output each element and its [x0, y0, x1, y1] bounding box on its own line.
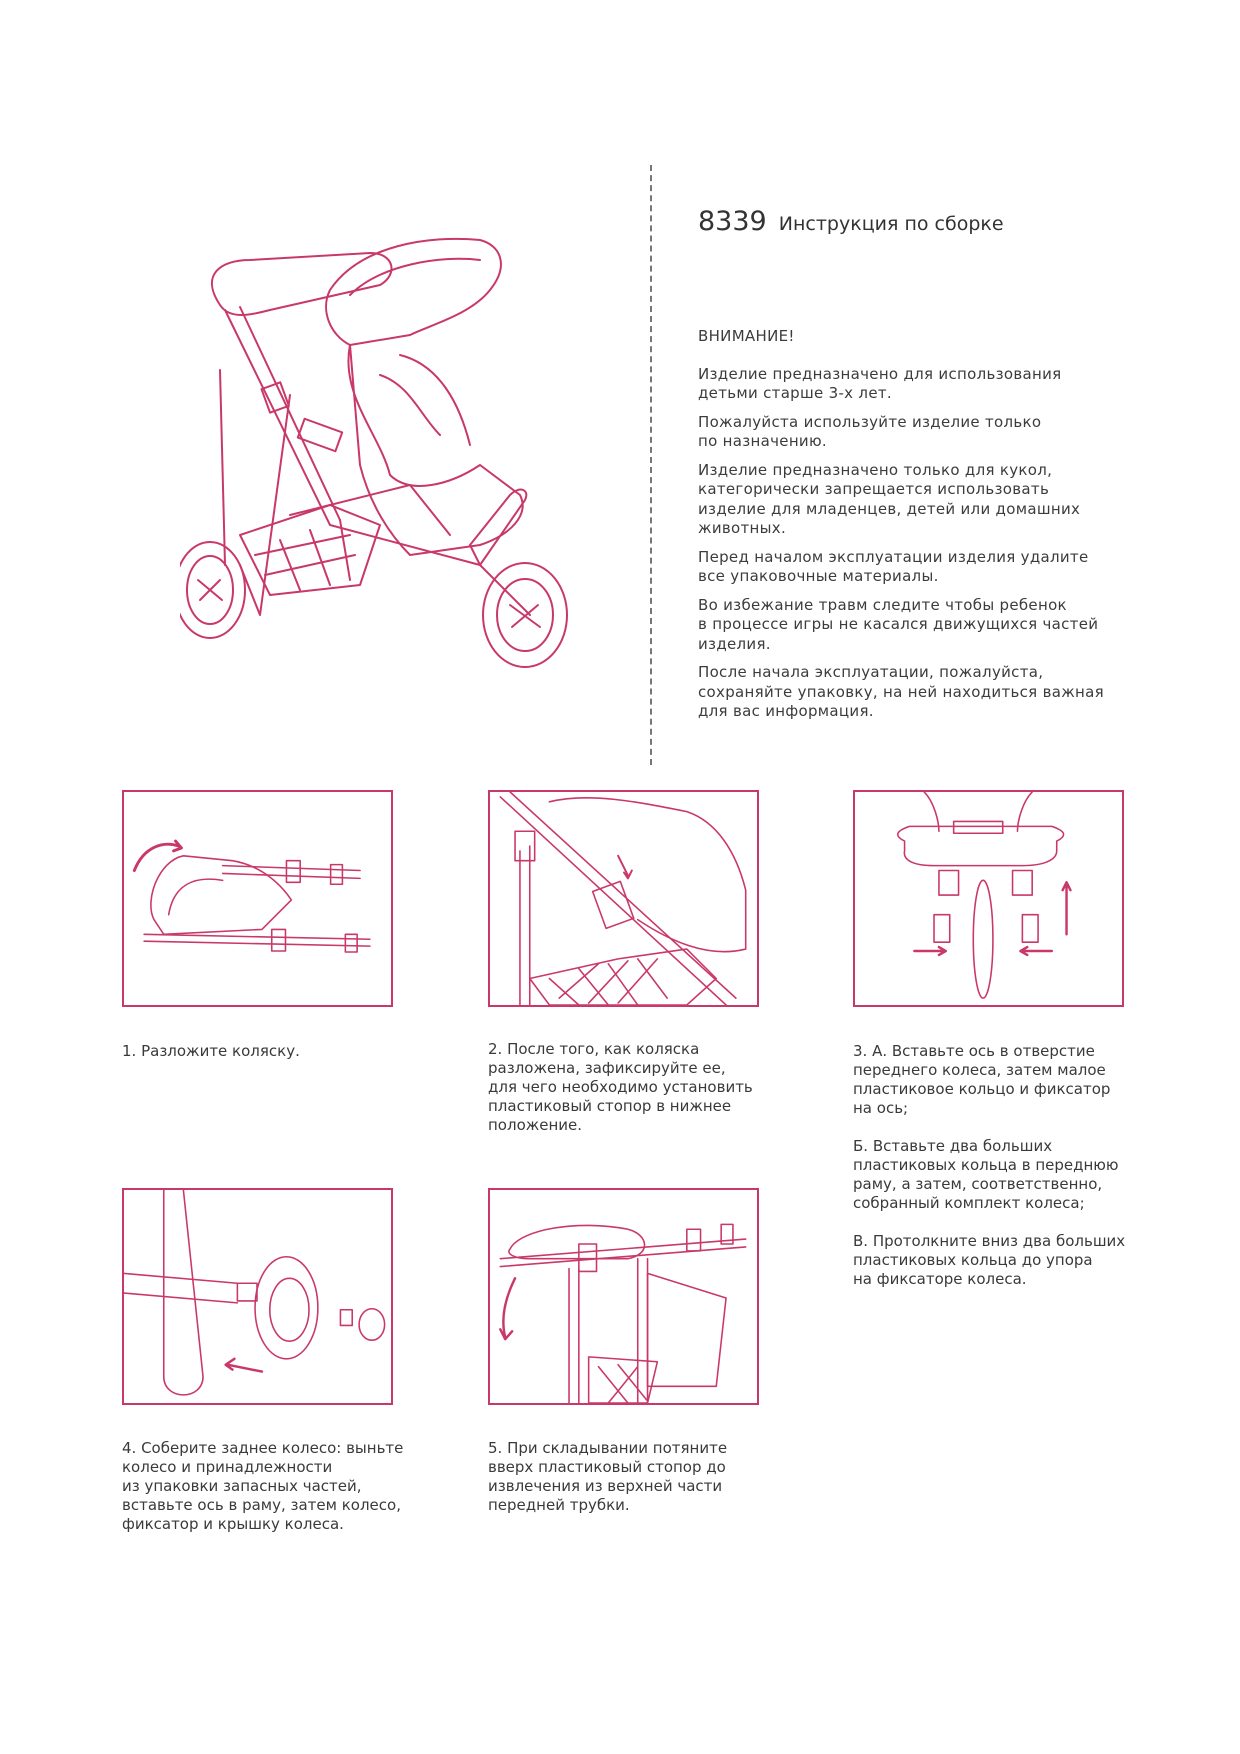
page-title: Инструкция по сборке: [778, 213, 1004, 235]
warning-paragraph: Перед началом эксплуатации изделия удалите все упаковочные материалы.: [698, 547, 1089, 585]
warning-section: [698, 327, 1118, 731]
stroller-illustration: [180, 235, 630, 705]
step-3-illustration: [853, 790, 1124, 1007]
step-1-illustration: [122, 790, 393, 1007]
page-header: [698, 206, 1004, 237]
step-2-illustration: [488, 790, 759, 1007]
warning-paragraph: Изделие предназначено только для кукол, категорически запрещается использовать изделие для младенцев, детей или домашних животных.: [698, 460, 1081, 537]
step-4-text: 4. Соберите заднее колесо: выньте колесо и принадлежности из упаковки запасных частей, вставьте ось в раму, затем колесо, фиксатор и крышку колеса.: [122, 1439, 404, 1533]
warning-paragraph: После начала эксплуатации, пожалуйста, сохраняйте упаковку, на ней находиться важная для вас информация.: [698, 663, 1104, 720]
vertical-divider: [650, 165, 652, 765]
step-5-illustration: [488, 1188, 759, 1405]
warning-paragraph: Изделие предназначено для использования детьми старше 3-х лет.: [698, 364, 1062, 402]
product-number: 8339: [698, 206, 767, 237]
step-5-text: 5. При складывании потяните вверх пластиковый стопор до извлечения из верхней части передней трубки.: [488, 1439, 728, 1514]
step-4-illustration: [122, 1188, 393, 1405]
warning-paragraph: Во избежание травм следите чтобы ребенок в процессе игры не касался движущихся частей изделия.: [698, 595, 1099, 653]
step-2-text: 2. После того, как коляска разложена, зафиксируйте ее, для чего необходимо установить пластиковый стопор в нижнее положение.: [488, 1040, 753, 1134]
step-3-text: 3. А. Вставьте ось в отверстие переднего колеса, затем малое пластиковое кольцо и фиксатор на ось; Б. Вставьте два больших пластиковых кольца в переднюю раму, а затем, соответственно, собранный комплект колеса; В. Протолкните вниз два больших пластиковых кольца до упора на фиксаторе колеса.: [853, 1042, 1126, 1288]
warning-title: ВНИМАНИЕ!: [698, 327, 795, 345]
step-1-text: 1. Разложите коляску.: [122, 1042, 300, 1060]
warning-paragraph: Пожалуйста используйте изделие только по назначению.: [698, 412, 1042, 450]
